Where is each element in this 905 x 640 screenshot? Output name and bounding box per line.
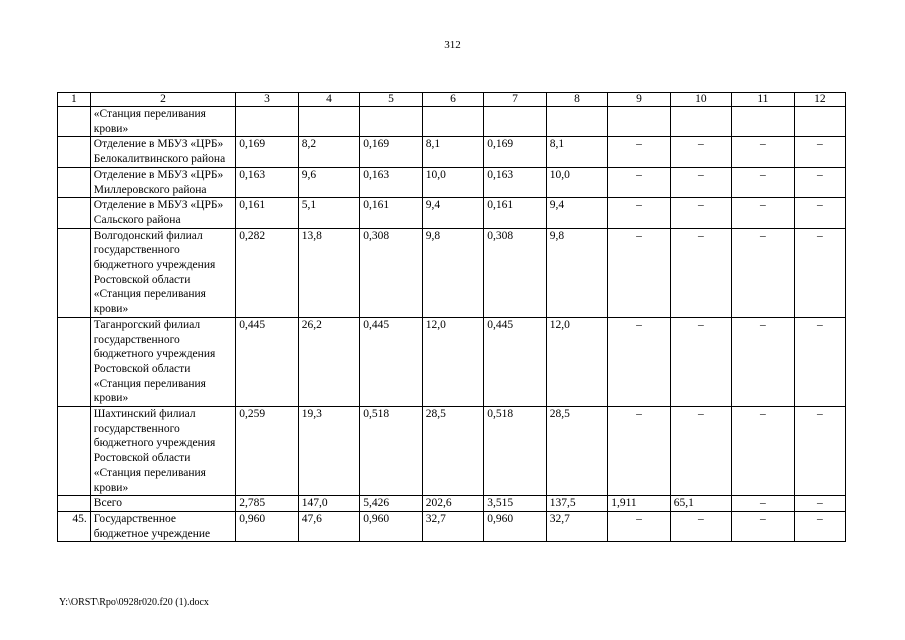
value-cell: 28,5 xyxy=(422,407,483,496)
value-cell: 202,6 xyxy=(422,496,483,512)
value-cell: 0,161 xyxy=(484,198,547,228)
value-cell: 47,6 xyxy=(298,511,359,541)
table-row xyxy=(58,198,846,228)
table-row xyxy=(58,317,846,406)
value-cell: 10,0 xyxy=(422,167,483,197)
header-cell: 10 xyxy=(670,93,731,107)
value-cell: 12,0 xyxy=(422,317,483,406)
value-cell: 0,960 xyxy=(236,511,299,541)
value-cell: – xyxy=(670,167,731,197)
value-cell: 0,960 xyxy=(360,511,423,541)
row-name-cell: Таганрогский филиал государственного бюджетного учреждения Ростовской области «Станция переливания крови» xyxy=(90,317,236,406)
value-cell: – xyxy=(732,137,795,167)
value-cell xyxy=(732,107,795,137)
row-number-cell xyxy=(58,137,91,167)
value-cell: 0,259 xyxy=(236,407,299,496)
table-row xyxy=(58,496,846,512)
value-cell: 26,2 xyxy=(298,317,359,406)
value-cell xyxy=(670,107,731,137)
value-cell: 5,1 xyxy=(298,198,359,228)
row-number-cell xyxy=(58,496,91,512)
value-cell: – xyxy=(794,228,845,317)
value-cell: 0,445 xyxy=(484,317,547,406)
value-cell: – xyxy=(794,407,845,496)
value-cell: – xyxy=(670,511,731,541)
value-cell: – xyxy=(732,167,795,197)
row-number-cell xyxy=(58,407,91,496)
value-cell: 1,911 xyxy=(608,496,671,512)
header-cell: 7 xyxy=(484,93,547,107)
value-cell: – xyxy=(608,407,671,496)
value-cell: 9,8 xyxy=(422,228,483,317)
value-cell: – xyxy=(732,496,795,512)
value-cell: – xyxy=(608,137,671,167)
table-row xyxy=(58,107,846,137)
data-table xyxy=(57,92,846,542)
row-name-cell: Шахтинский филиал государственного бюджетного учреждения Ростовской области «Станция переливания крови» xyxy=(90,407,236,496)
row-number-cell xyxy=(58,167,91,197)
header-cell: 5 xyxy=(360,93,423,107)
row-name-cell: Волгодонский филиал государственного бюджетного учреждения Ростовской области «Станция переливания крови» xyxy=(90,228,236,317)
header-cell: 2 xyxy=(90,93,236,107)
row-name-cell: Отделение в МБУЗ «ЦРБ» Белокалитвинского района xyxy=(90,137,236,167)
value-cell: 19,3 xyxy=(298,407,359,496)
value-cell: – xyxy=(732,317,795,406)
value-cell: 0,445 xyxy=(236,317,299,406)
value-cell: – xyxy=(670,228,731,317)
table-row xyxy=(58,407,846,496)
header-cell: 6 xyxy=(422,93,483,107)
value-cell: – xyxy=(794,511,845,541)
value-cell: 3,515 xyxy=(484,496,547,512)
value-cell: 9,8 xyxy=(546,228,607,317)
value-cell: 0,163 xyxy=(360,167,423,197)
value-cell: 137,5 xyxy=(546,496,607,512)
value-cell: 32,7 xyxy=(422,511,483,541)
value-cell: 9,4 xyxy=(546,198,607,228)
value-cell: – xyxy=(608,317,671,406)
value-cell: – xyxy=(794,167,845,197)
value-cell: – xyxy=(732,407,795,496)
header-cell: 4 xyxy=(298,93,359,107)
value-cell: 0,169 xyxy=(360,137,423,167)
header-cell: 1 xyxy=(58,93,91,107)
value-cell: 8,2 xyxy=(298,137,359,167)
value-cell: – xyxy=(732,198,795,228)
value-cell: 0,161 xyxy=(360,198,423,228)
table-row xyxy=(58,167,846,197)
header-cell: 3 xyxy=(236,93,299,107)
value-cell: 9,6 xyxy=(298,167,359,197)
table-row xyxy=(58,137,846,167)
value-cell: – xyxy=(794,198,845,228)
value-cell: – xyxy=(670,407,731,496)
value-cell: 0,161 xyxy=(236,198,299,228)
value-cell xyxy=(608,107,671,137)
table-row xyxy=(58,228,846,317)
value-cell: 10,0 xyxy=(546,167,607,197)
value-cell: 0,163 xyxy=(236,167,299,197)
value-cell: 9,4 xyxy=(422,198,483,228)
value-cell: 8,1 xyxy=(546,137,607,167)
value-cell: – xyxy=(670,317,731,406)
row-name-cell: Государственное бюджетное учреждение xyxy=(90,511,236,541)
footer-file-path: Y:\ORST\Rpo\0928r020.f20 (1).docx xyxy=(59,597,209,608)
value-cell: – xyxy=(670,198,731,228)
value-cell: 0,308 xyxy=(360,228,423,317)
value-cell: – xyxy=(732,511,795,541)
value-cell: – xyxy=(732,228,795,317)
value-cell: 0,445 xyxy=(360,317,423,406)
row-number-cell xyxy=(58,228,91,317)
value-cell: – xyxy=(608,511,671,541)
value-cell: 32,7 xyxy=(546,511,607,541)
value-cell: 0,518 xyxy=(360,407,423,496)
value-cell: 2,785 xyxy=(236,496,299,512)
page-number: 312 xyxy=(444,39,461,51)
value-cell: 65,1 xyxy=(670,496,731,512)
row-name-cell: «Станция переливания крови» xyxy=(90,107,236,137)
value-cell: 8,1 xyxy=(422,137,483,167)
row-number-cell: 45. xyxy=(58,511,91,541)
value-cell xyxy=(484,107,547,137)
value-cell: 13,8 xyxy=(298,228,359,317)
table-row xyxy=(58,511,846,541)
value-cell: 0,169 xyxy=(484,137,547,167)
header-cell: 11 xyxy=(732,93,795,107)
value-cell xyxy=(236,107,299,137)
value-cell: – xyxy=(794,137,845,167)
header-cell: 9 xyxy=(608,93,671,107)
row-name-cell: Всего xyxy=(90,496,236,512)
header-cell: 12 xyxy=(794,93,845,107)
value-cell: 0,163 xyxy=(484,167,547,197)
value-cell: 0,282 xyxy=(236,228,299,317)
value-cell: 12,0 xyxy=(546,317,607,406)
value-cell xyxy=(298,107,359,137)
row-name-cell: Отделение в МБУЗ «ЦРБ» Сальского района xyxy=(90,198,236,228)
value-cell xyxy=(546,107,607,137)
value-cell: 0,960 xyxy=(484,511,547,541)
value-cell: 0,308 xyxy=(484,228,547,317)
header-row xyxy=(58,93,846,107)
value-cell: – xyxy=(608,167,671,197)
value-cell: – xyxy=(794,317,845,406)
row-number-cell xyxy=(58,198,91,228)
value-cell: 0,169 xyxy=(236,137,299,167)
value-cell: – xyxy=(608,198,671,228)
value-cell: 0,518 xyxy=(484,407,547,496)
value-cell: 147,0 xyxy=(298,496,359,512)
row-number-cell xyxy=(58,107,91,137)
value-cell xyxy=(360,107,423,137)
value-cell xyxy=(794,107,845,137)
value-cell: – xyxy=(670,137,731,167)
value-cell xyxy=(422,107,483,137)
value-cell: – xyxy=(794,496,845,512)
row-number-cell xyxy=(58,317,91,406)
value-cell: – xyxy=(608,228,671,317)
row-name-cell: Отделение в МБУЗ «ЦРБ» Миллеровского района xyxy=(90,167,236,197)
value-cell: 5,426 xyxy=(360,496,423,512)
value-cell: 28,5 xyxy=(546,407,607,496)
header-cell: 8 xyxy=(546,93,607,107)
